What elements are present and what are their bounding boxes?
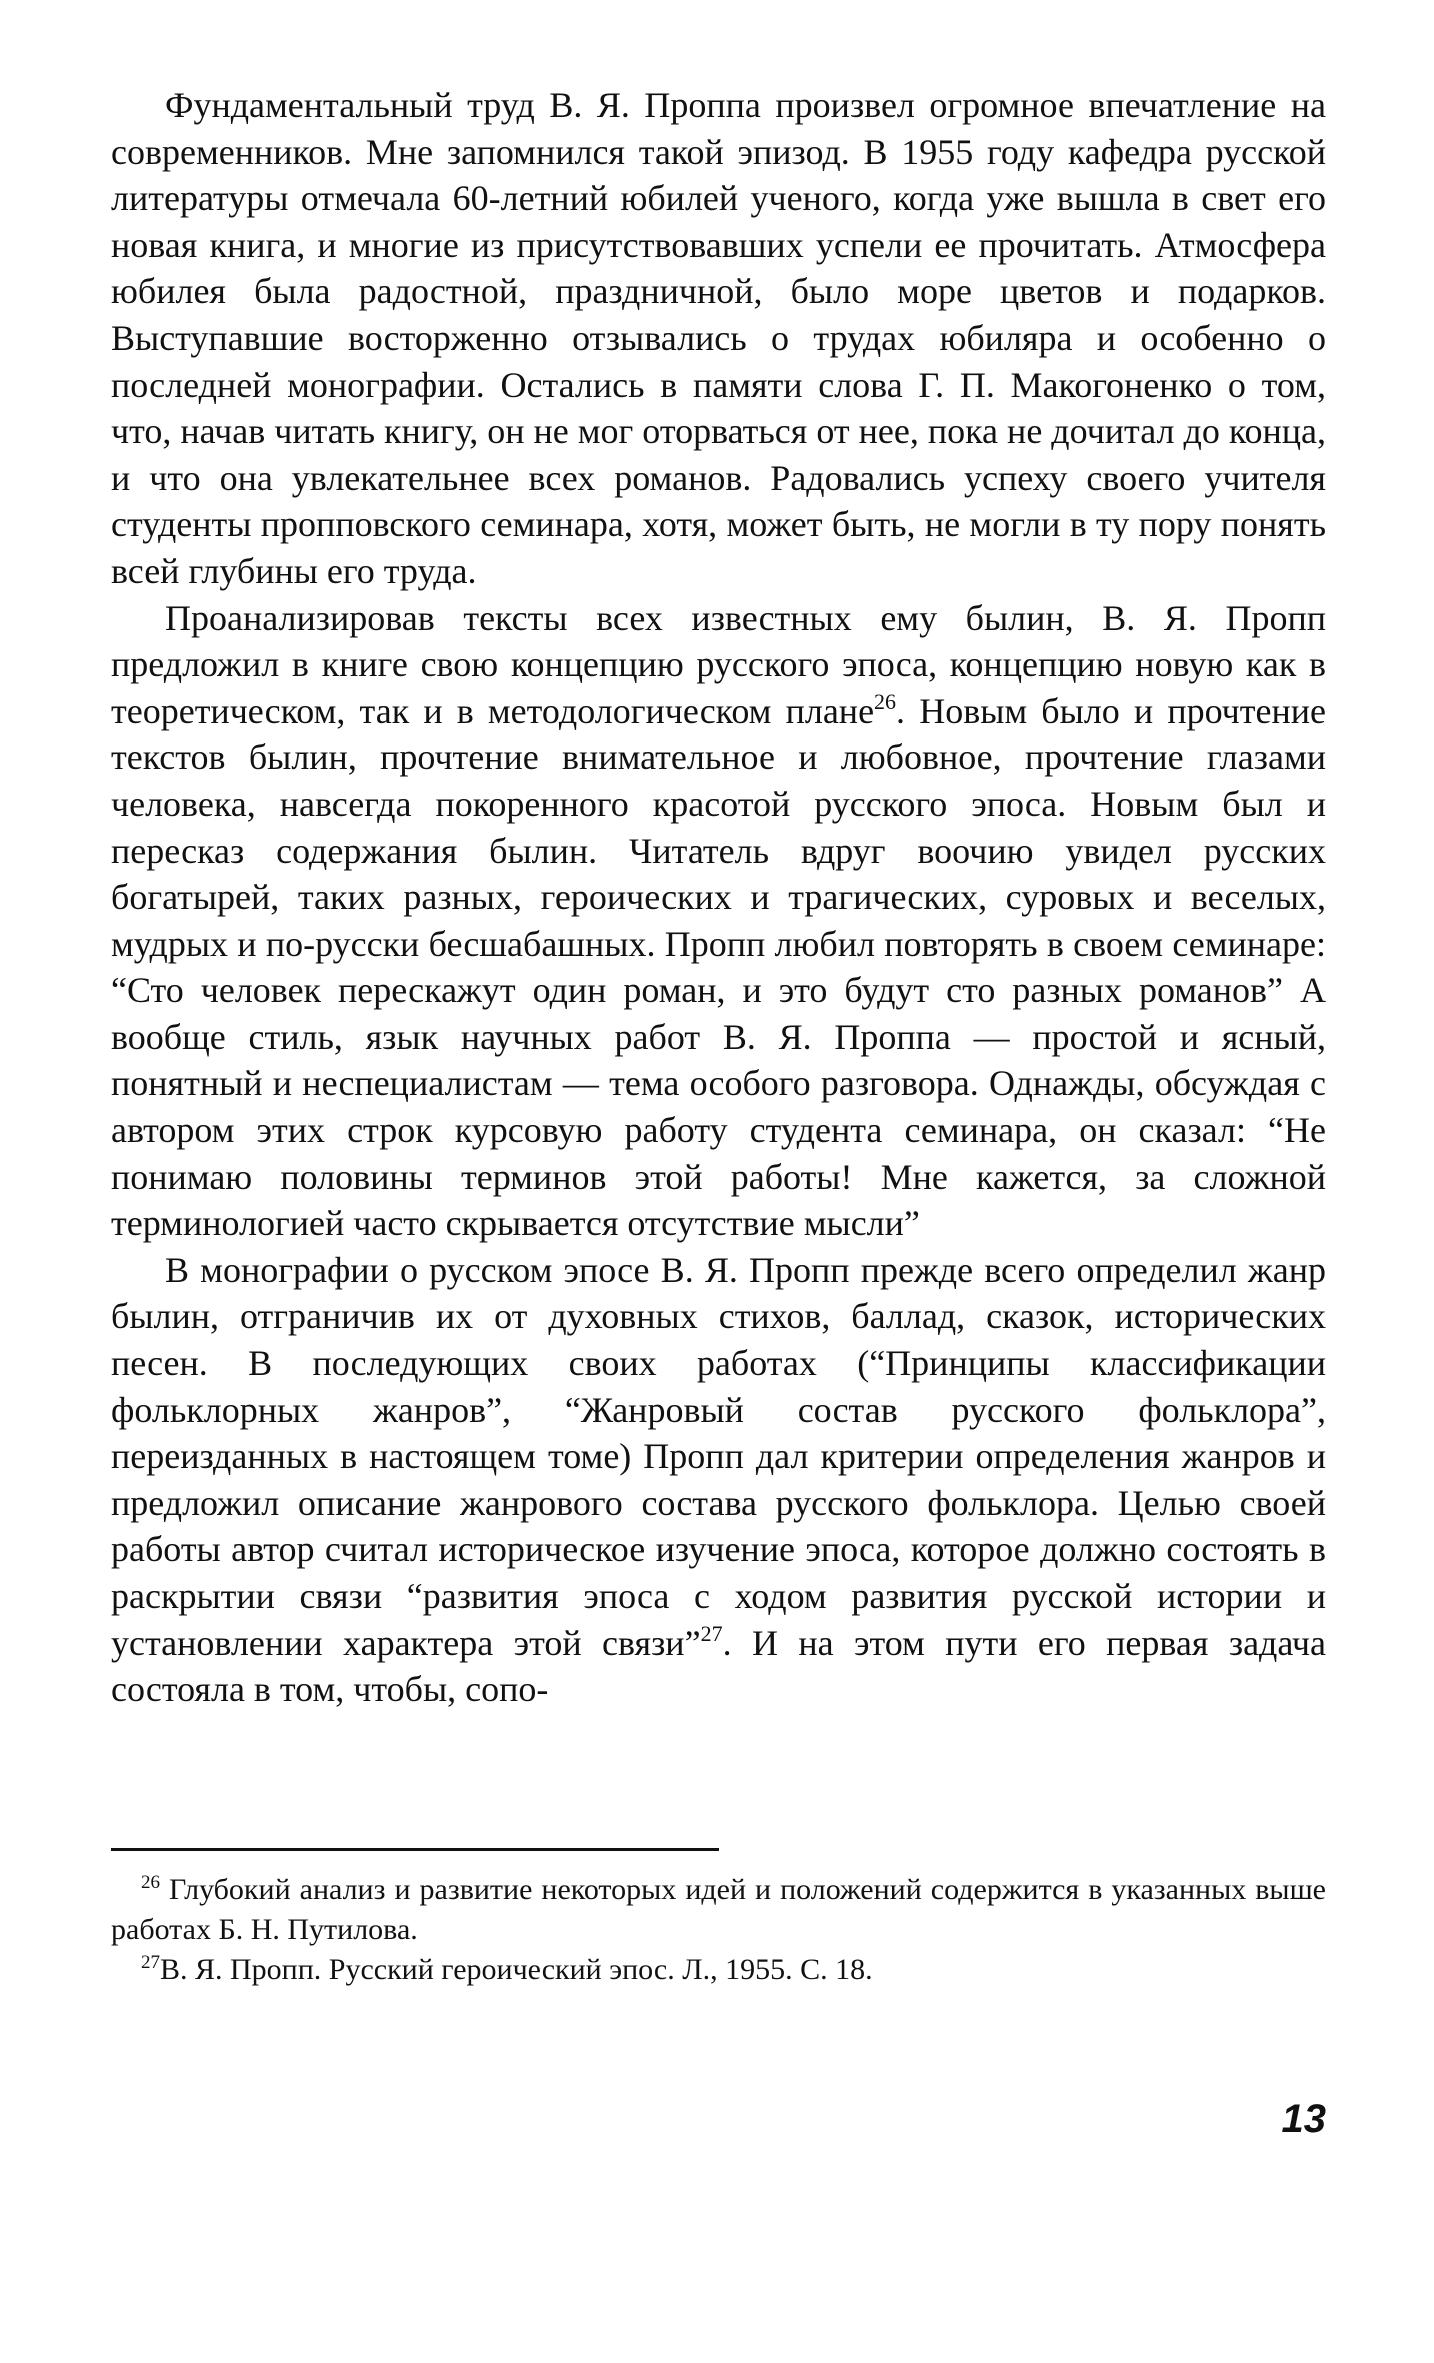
footnote-ref-26[interactable]: 26 (874, 688, 897, 714)
footnote-26 (111, 1870, 1326, 1950)
paragraph-3 (111, 1247, 1326, 1713)
main-text (111, 82, 1326, 1713)
footnote-26-text: Глубокий анализ и развитие некоторых идей и положений содержится в указанных выше работах Б. Н. Путилова. (111, 1873, 1326, 1946)
footnotes (111, 1870, 1326, 1990)
footnote-27 (111, 1950, 1326, 1990)
paragraph-3-text-continued: . И на этом пути его первая задача состояла в том, чтобы, сопо- (111, 1622, 1326, 1710)
paragraph-2 (111, 595, 1326, 1247)
footnote-27-text: В. Я. Пропп. Русский героический эпос. Л., 1955. С. 18. (160, 1953, 873, 1986)
paragraph-2-text-continued: . Новым было и прочтение текстов былин, прочтение внимательное и любовное, прочтение глазами человека, навсегда покоренного красотой русского эпоса. Новым был и пересказ содержания былин. Читатель вдруг воочию увидел русских богатырей, таких разных, героических и трагических, суровых и веселых, мудрых и по-русски бесшабашных. Пропп любил повторять в своем семинаре: “Сто человек перескажут один роман, и это будут сто разных романов” А вообще стиль, язык научных работ В. Я. Проппа — простой и ясный, понятный и неспециалистам — тема особого разговора. Однажды, обсуждая с автором этих строк курсовую работу студента семинара, он сказал: “Не понимаю половины терминов этой работы! Мне кажется, за сложной терминологией часто скрывается отсутствие мысли” (111, 690, 1327, 1244)
paragraph-1 (111, 82, 1326, 595)
footnote-separator (111, 1848, 719, 1851)
footnote-mark-27: 27 (141, 1952, 160, 1973)
paragraph-1-text: Фундаментальный труд В. Я. Проппа произвел огромное впечатление на современников. Мне запомнился такой эпизод. В 1955 году кафедра русской литературы отмечала 60-летний юбилей ученого, когда уже вышла в свет его новая книга, и многие из присутствовавших успели ее прочитать. Атмосфера юбилея была радостной, праздничной, было море цветов и подарков. Выступавшие восторженно отзывались о трудах юбиляра и особенно о последней монографии. Остались в памяти слова Г. П. Макогоненко о том, что, начав читать книгу, он не мог оторваться от нее, пока не дочитал до конца, и что она увлекательнее всех романов. Радовались успеху своего учителя студенты пропповского семинара, хотя, может быть, не могли в ту пору понять всей глубины его труда. (111, 85, 1326, 591)
page-number: 13 (1281, 2097, 1326, 2141)
paragraph-3-text: В монографии о русском эпосе В. Я. Пропп прежде всего определил жанр былин, отграничив их от духовных стихов, баллад, сказок, исторических песен. В последующих своих работах (“Принципы классификации фольклорных жанров”, “Жанровый состав русского фольклора”, переизданных в настоящем томе) Пропп дал критерии определения жанров и предложил описание жанрового состава русского фольклора. Целью своей работы автор считал историческое изучение эпоса, которое должно состоять в раскрытии связи “развития эпоса с ходом развития русской истории и установлении характера этой связи” (111, 1249, 1326, 1663)
footnote-ref-27[interactable]: 27 (700, 1620, 723, 1646)
footnote-mark-26: 26 (141, 1872, 160, 1893)
paragraph-2-text: Проанализировав тексты всех известных ему былин, В. Я. Пропп предложил в книге свою концепцию русского эпоса, концепцию новую как в теоретическом, так и в методологическом плане (111, 597, 1326, 731)
